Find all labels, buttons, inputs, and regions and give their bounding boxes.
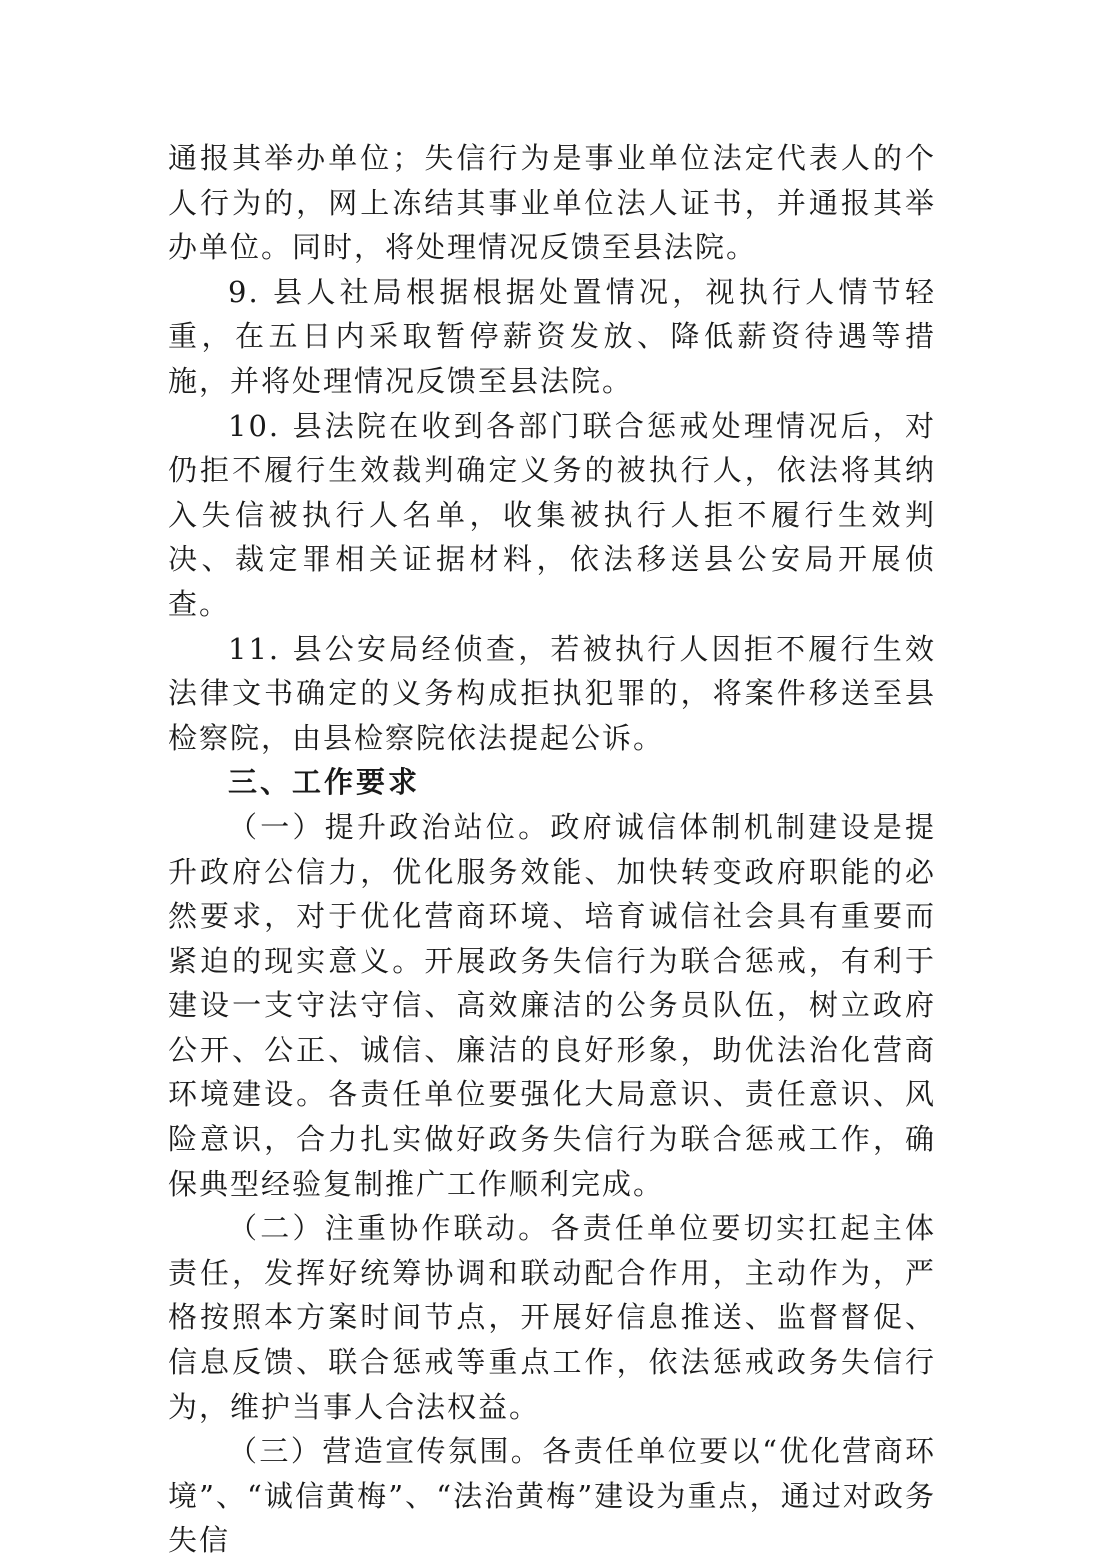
section-heading: 三、工作要求 [228,765,421,800]
paragraph-item-9: 9. 县人社局根据根据处置情况，视执行人情节轻重，在五日内采取暂停薪资发放、降低薪资待遇等措施，并将处理情况反馈至县法院。 [168,274,936,398]
paragraph-item-11: 11. 县公安局经侦查，若被执行人因拒不履行生效法律文书确定的义务构成拒执犯罪的，将案件移送至县检察院，由县检察院依法提起公诉。 [168,631,936,755]
paragraph-item-10: 10. 县法院在收到各部门联合惩戒处理情况后，对仍拒不履行生效裁判确定义务的被执行人，依法将其纳入失信被执行人名单，收集被执行人拒不履行生效判决、裁定罪相关证据材料，依法移送县公安局开展侦查。 [168,408,936,621]
document-body [168,136,936,1563]
paragraph-requirement-2: （二）注重协作联动。各责任单位要切实扛起主体责任，发挥好统筹协调和联动配合作用，主动作为，严格按照本方案时间节点，开展好信息推送、监督督促、信息反馈、联合惩戒等重点工作，依法惩戒政务失信行为，维护当事人合法权益。 [168,1211,936,1424]
paragraph-continuation: 通报其举办单位；失信行为是事业单位法定代表人的个人行为的，网上冻结其事业单位法人证书，并通报其举办单位。同时，将处理情况反馈至县法院。 [168,141,936,265]
paragraph-requirement-3: （三）营造宣传氛围。各责任单位要以“优化营商环境”、“诚信黄梅”、“法治黄梅”建设为重点，通过对政务失信 [168,1434,936,1558]
paragraph-requirement-1: （一）提升政治站位。政府诚信体制机制建设是提升政府公信力，优化服务效能、加快转变政府职能的必然要求，对于优化营商环境、培育诚信社会具有重要而紧迫的现实意义。开展政务失信行为联合惩戒，有利于建设一支守法守信、高效廉洁的公务员队伍，树立政府公开、公正、诚信、廉洁的良好形象，助优法治化营商环境建设。各责任单位要强化大局意识、责任意识、风险意识，合力扎实做好政务失信行为联合惩戒工作，确保典型经验复制推广工作顺利完成。 [168,809,936,1201]
